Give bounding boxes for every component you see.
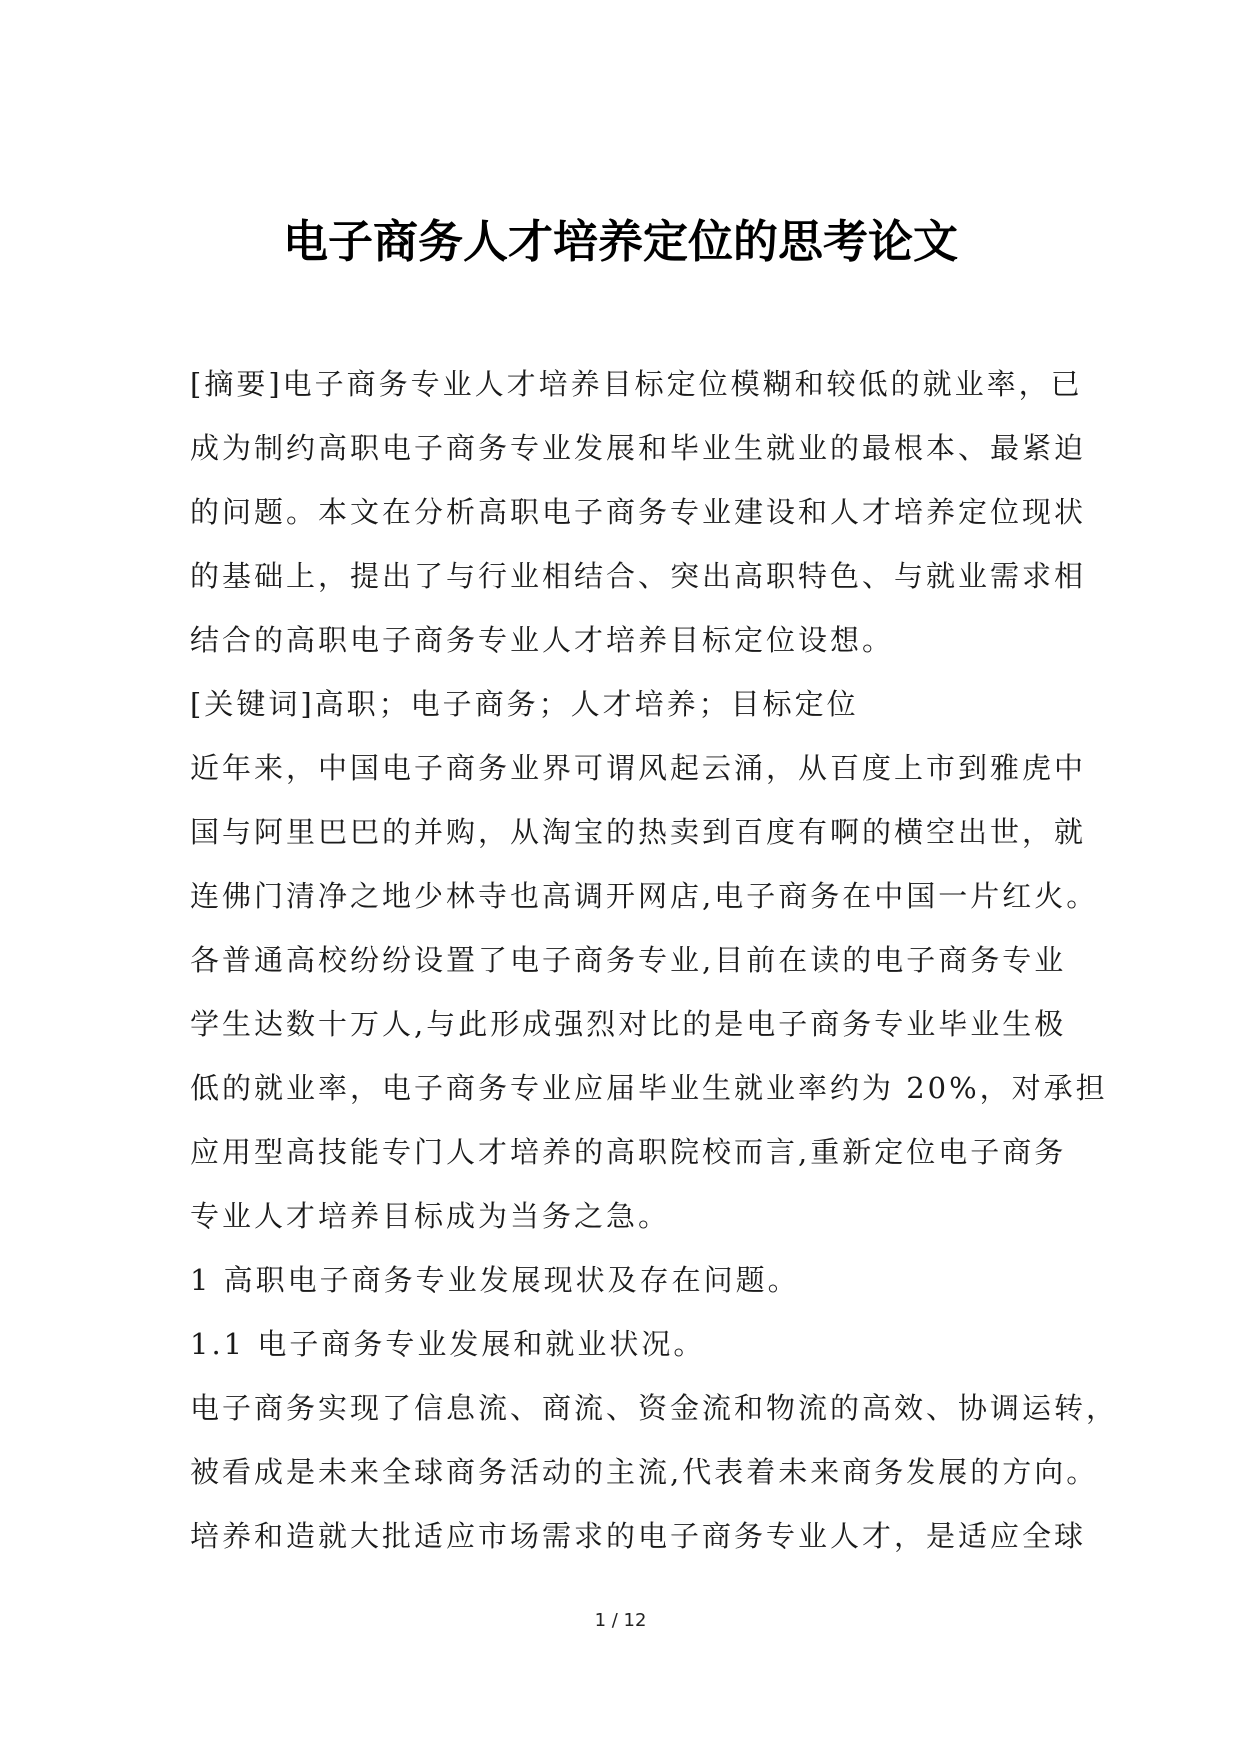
intro-line: 近年来，中国电子商务业界可谓风起云涌，从百度上市到雅虎中 (190, 751, 1087, 785)
intro-line: 低的就业率，电子商务专业应届毕业生就业率约为 20%，对承担 (190, 1071, 1108, 1105)
abstract-line: 的基础上，提出了与行业相结合、突出高职特色、与就业需求相 (190, 559, 1087, 593)
document-body (190, 352, 1119, 1568)
keywords-paragraph (190, 672, 1050, 736)
abstract-line: 的问题。本文在分析高职电子商务专业建设和人才培养定位现状 (190, 495, 1087, 529)
section-body-line: 电子商务实现了信息流、商流、资金流和物流的高效、协调运转， (190, 1391, 1119, 1425)
intro-line: 学生达数十万人,与此形成强烈对比的是电子商务专业毕业生极 (190, 1007, 1067, 1041)
intro-line: 各普通高校纷纷设置了电子商务专业,目前在读的电子商务专业 (190, 943, 1067, 977)
section-body-paragraph (190, 1376, 1119, 1568)
abstract-paragraph (190, 352, 1087, 672)
subsection-heading-line: 1.1 电子商务专业发展和就业状况。 (190, 1327, 706, 1361)
section-body-line: 被看成是未来全球商务活动的主流,代表着未来商务发展的方向。 (190, 1455, 1099, 1489)
keywords-line: [关键词]高职；电子商务；人才培养；目标定位 (190, 687, 859, 721)
abstract-line: 成为制约高职电子商务专业发展和毕业生就业的最根本、最紧迫 (190, 431, 1087, 465)
intro-line: 连佛门清净之地少林寺也高调开网店,电子商务在中国一片红火。 (190, 879, 1099, 913)
intro-line: 应用型高技能专门人才培养的高职院校而言,重新定位电子商务 (190, 1135, 1067, 1169)
abstract-line: 结合的高职电子商务专业人才培养目标定位设想。 (190, 623, 895, 657)
section-body-line: 培养和造就大批适应市场需求的电子商务专业人才，是适应全球 (190, 1519, 1087, 1553)
subsection-heading (190, 1312, 1050, 1376)
section-heading-line: 1 高职电子商务专业发展现状及存在问题。 (190, 1263, 800, 1297)
intro-paragraph (190, 736, 1108, 1248)
intro-line: 专业人才培养目标成为当务之急。 (190, 1199, 671, 1233)
intro-line: 国与阿里巴巴的并购，从淘宝的热卖到百度有啊的横空出世，就 (190, 815, 1087, 849)
abstract-line: [摘要]电子商务专业人才培养目标定位模糊和较低的就业率，已 (190, 367, 1083, 401)
page-title: 电子商务人才培养定位的思考论文 (282, 215, 958, 268)
page-number: 1 / 12 (594, 1610, 647, 1631)
section-heading (190, 1248, 1050, 1312)
